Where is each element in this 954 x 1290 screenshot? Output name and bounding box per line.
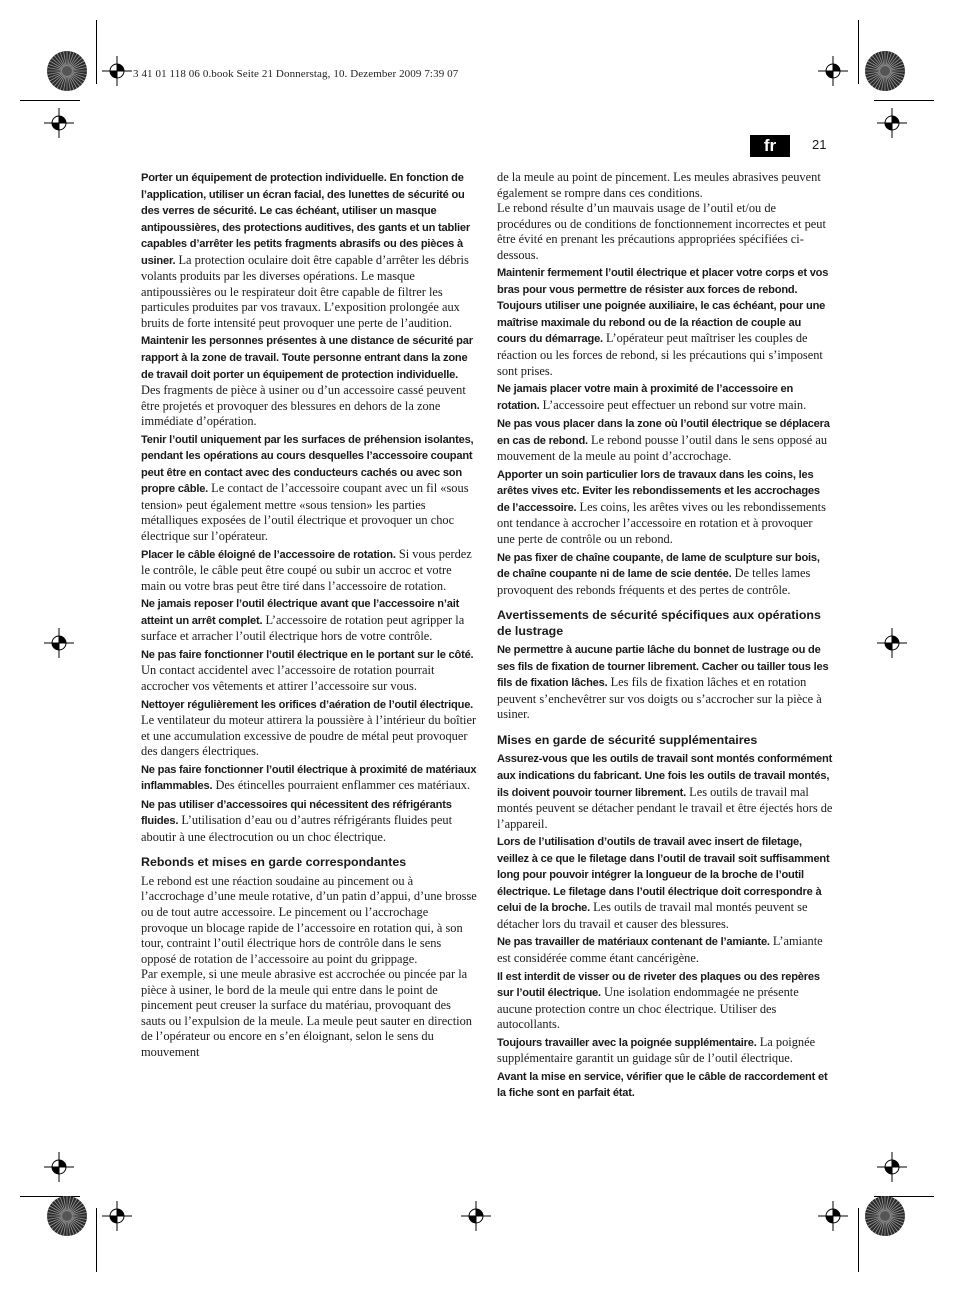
left-warning-body: Le contact de l’accessoire coupant avec un fil «sous tension» peut également mettre «sous tension» les parties métalliques exposées de l’outil électrique et provoquer un choc électrique sur l’opérateur. — [141, 481, 469, 544]
left-warning-body: Un contact accidentel avec l’accessoire de rotation pourrait accrocher vos vêtements et attirer l’accessoire sur vous. — [141, 663, 435, 693]
crosshair-mark-icon — [877, 628, 907, 658]
left-warning-paragraph — [141, 596, 477, 645]
additional-warning-bold-lead: Avant la mise en service, vérifier que le câble de raccordement et la fiche sont en parfait état. — [497, 1070, 828, 1100]
polishing-heading: Avertissements de sécurité spécifiques aux opérations de lustrage — [497, 608, 821, 638]
kickback-warning-paragraph — [497, 416, 833, 465]
page-number: 21 — [812, 137, 827, 152]
crosshair-mark-icon — [102, 56, 132, 86]
kickback-warning-body: Les coins, les arêtes vives ou les rebondissements ont tendance à accrocher l’accessoire en rotation et à provoquer une perte de contrôle ou un rebond. — [497, 499, 826, 547]
crosshair-mark-icon — [877, 108, 907, 138]
crop-line — [96, 20, 97, 84]
color-rosette-icon — [865, 1196, 905, 1236]
additional-warning-body: Une isolation endommagée ne présente aucune protection contre un choc électrique. Utiliser des autocollants. — [497, 985, 799, 1032]
left-warning-bold-lead: Porter un équipement de protection individuelle. En fonction de l’application, utiliser un écran facial, des lunettes de sécurité ou des verres de sécurité. Le cas échéant, utiliser un masque antipoussières, des protections auditives, des gants et un tablier capables d’arrêter les petits fragments abrasifs ou des pièces à usiner. — [141, 172, 470, 267]
color-rosette-icon — [47, 1196, 87, 1236]
additional-warning-paragraph — [497, 969, 833, 1033]
kickback-paragraph: Le rebond est une réaction soudaine au pincement ou à l’accrochage d’une meule rotative, d’un patin d’appui, d’une brosse ou de tout autre accessoire. Le pincement ou l’accrochage provoque un blocage rapide de l’accessoire en rotation qui, à son tour, contraint l’outil électrique hors de contrôle dans le sens opposé de rotation de l’accessoire au point du grippage. — [141, 873, 477, 966]
additional-warning-body: L’amiante est considérée comme étant cancérigène. — [497, 934, 823, 966]
left-warning-body: Le ventilateur du moteur attirera la poussière à l’intérieur du boîtier et une accumulation excessive de poudre de métal peut provoquer des dangers électriques. — [141, 713, 477, 759]
right-column — [497, 170, 833, 1104]
kickback-example-paragraph: Par exemple, si une meule abrasive est accrochée ou pincée par la pièce à usiner, le bord de la meule qui entre dans le point de pincement peut creuser la surface du matériau, provoquant des sauts ou l’expulsion de la meule. La meule peut sauter en direction de l’opérateur ou encore en s’en éloignant, selon le sens du mouvement — [141, 967, 473, 1059]
crosshair-mark-icon — [818, 1201, 848, 1231]
additional-warning-body: Les outils de travail mal montés peuvent se détacher pendant le travail et être éjectés hors de l’appareil. — [497, 784, 833, 831]
left-warning-bold-lead: Tenir l’outil uniquement par les surfaces de préhension isolantes, pendant les opérations au cours desquelles l’accessoire coupant peut être en contact avec des conducteurs cachés ou avec son propre câble. — [141, 433, 474, 496]
additional-warning-paragraph — [497, 834, 833, 932]
left-warning-body: La protection oculaire doit être capable d’arrêter les débris volants produits par les diverses opérations. Le masque antipoussières ou le respirateur doit être capable de filtrer les particules produites par vos travaux. L’exposition prolongée aux bruits de forte intensité peut provoquer une perte de l’audition. — [141, 252, 469, 330]
additional-warning-body: Les outils de travail mal montés peuvent se détacher lors du travail et causer des blessures. — [497, 900, 808, 931]
crosshair-mark-icon — [461, 1201, 491, 1231]
left-warning-body: L’accessoire de rotation peut agripper la surface et arracher l’outil électrique hors de votre contrôle. — [141, 612, 465, 644]
additional-warning-paragraph — [497, 934, 833, 966]
crosshair-mark-icon — [44, 628, 74, 658]
crosshair-mark-icon — [102, 1201, 132, 1231]
crosshair-mark-icon — [818, 56, 848, 86]
left-warning-paragraph — [141, 762, 477, 795]
kickback-warning-bold-lead: Ne pas vous placer dans la zone où l’outil électrique se déplacera en cas de rebond. — [497, 418, 830, 447]
color-rosette-icon — [865, 51, 905, 91]
kickback-warning-paragraph — [497, 265, 833, 379]
left-warning-paragraph — [141, 547, 477, 595]
additional-warning-bold-lead: Toujours travailler avec la poignée supplémentaire. — [497, 1036, 757, 1049]
crosshair-mark-icon — [44, 1152, 74, 1182]
kickback-continued: de la meule au point de pincement. Les meules abrasives peuvent également se rompre dans ces conditions. — [497, 170, 821, 200]
left-warning-paragraph — [141, 170, 477, 331]
crop-line — [874, 100, 934, 101]
kickback-heading: Rebonds et mises en garde correspondantes — [141, 855, 407, 870]
left-warning-bold-lead: Ne pas utiliser d’accessoires qui nécessitent des réfrigérants fluides. — [141, 798, 452, 828]
crop-line — [858, 1208, 859, 1272]
additional-warning-bold-lead: Il est interdit de visser ou de riveter des plaques ou des repères sur l’outil électrique. — [497, 970, 820, 1000]
left-warnings — [141, 170, 477, 845]
kickback-warning-bold-lead: Apporter un soin particulier lors de travaux dans les coins, les arêtes vives etc. Eviter les rebondissements et les accrochages de l’accessoire. — [497, 468, 820, 514]
crop-line — [20, 100, 80, 101]
left-warning-body: Si vous perdez le contrôle, le câble peut être coupé ou subir un accroc et votre main ou votre bras peut être tiré dans l’accessoire de rotation. — [141, 546, 472, 593]
left-warning-bold-lead: Placer le câble éloigné de l’accessoire de rotation. — [141, 548, 396, 561]
kickback-warning-bold-lead: Ne jamais placer votre main à proximité de l’accessoire en rotation. — [497, 383, 794, 412]
crosshair-mark-icon — [44, 108, 74, 138]
additional-warnings — [497, 751, 833, 1101]
left-warning-bold-lead: Ne pas faire fonctionner l’outil électrique à proximité de matériaux inflammables. — [141, 763, 477, 793]
additional-warning-paragraph — [497, 1035, 833, 1067]
left-warning-bold-lead: Ne jamais reposer l’outil électrique avant que l’accessoire n’ait atteint un arrêt complet. — [141, 598, 460, 627]
additional-warning-bold-lead: Assurez-vous que les outils de travail sont montés conformément aux indications du fabricant. Une fois les outils de travail montés, ils doivent pouvoir tourner librement. — [497, 753, 833, 799]
kickback-warning-body: L’accessoire peut effectuer un rebond sur votre main. — [539, 397, 807, 412]
kickback-warning-body: De telles lames provoquent des rebonds fréquents et des pertes de contrôle. — [497, 566, 811, 597]
left-warning-body: Des étincelles pourraient enflammer ces matériaux. — [212, 778, 471, 793]
left-warning-paragraph — [141, 797, 477, 846]
left-column — [141, 170, 477, 1060]
kickback-warning-bold-lead: Maintenir fermement l’outil électrique et placer votre corps et vos bras pour vous permettre de résister aux forces de rebond. Toujours utiliser une poignée auxiliaire, le cas échéant, pour une maîtrise maximale du rebond ou de la réaction de couple au cours du démarrage. — [497, 267, 829, 346]
additional-warning-bold-lead: Lors de l’utilisation d’outils de travail avec insert de filetage, veillez à ce que le filetage dans l’outil de travail soit suffisamment long pour pouvoir intégrer la longueur de la broche de l’outil électrique. Le filetage dans l’outil électrique doit correspondre à celui de la broche. — [497, 836, 830, 915]
additional-warning-bold-lead: Ne pas travailler de matériaux contenant de l’amiante. — [497, 936, 770, 949]
additional-warning-paragraph — [497, 1069, 833, 1102]
kickback-warning-bold-lead: Ne pas fixer de chaîne coupante, de lame de sculpture sur bois, de chaîne coupante ni de lame de scie dentée. — [497, 551, 820, 581]
kickback-causes: Le rebond résulte d’un mauvais usage de l’outil et/ou de procédures ou de conditions de fonctionnement incorrectes et peut être évité en prenant les précautions appropriées spécifiées ci-dessous. — [497, 201, 826, 262]
left-warning-paragraph — [141, 647, 477, 695]
kickback-warning-body: Le rebond pousse l’outil dans le sens opposé au mouvement de la meule au point d’accrochage. — [497, 432, 828, 464]
left-warning-bold-lead: Ne pas faire fonctionner l’outil électrique en le portant sur le côté. — [141, 648, 474, 661]
crosshair-mark-icon — [877, 1152, 907, 1182]
book-file-info: 3 41 01 118 06 0.book Seite 21 Donnerstag, 10. Dezember 2009 7:39 07 — [133, 68, 459, 80]
additional-warning-paragraph — [497, 751, 833, 832]
language-badge: fr — [750, 135, 790, 157]
polishing-warning-body: Les fils de fixation lâches et en rotation peuvent s’enchevêtrer sur vos doigts ou s’accrocher sur la pièce à usiner. — [497, 675, 822, 722]
kickback-warnings — [497, 265, 833, 598]
left-warning-paragraph — [141, 432, 477, 545]
additional-heading: Mises en garde de sécurité supplémentaires — [497, 732, 758, 747]
left-warning-body: Des fragments de pièce à usiner ou d’un accessoire cassé peuvent être projetés et provoquer des blessures en dehors de la zone immédiate d’opération. — [141, 383, 466, 429]
kickback-warning-body: L’opérateur peut maîtriser les couples de réaction ou les forces de rebond, si les précautions qui s’imposent sont prises. — [497, 331, 823, 378]
crop-line — [96, 1208, 97, 1272]
additional-warning-body: La poignée supplémentaire garantit un guidage sûr de l’outil électrique. — [497, 1034, 816, 1066]
polishing-warnings — [497, 642, 833, 723]
left-warning-bold-lead: Maintenir les personnes présentes à une distance de sécurité par rapport à la zone de travail. Toute personne entrant dans la zone de travail doit porter un équipement de protection individuelle. — [141, 335, 473, 381]
color-rosette-icon — [47, 51, 87, 91]
left-warning-bold-lead: Nettoyer régulièrement les orifices d’aération de l’outil électrique. — [141, 698, 474, 711]
left-warning-paragraph — [141, 697, 477, 760]
left-warning-paragraph — [141, 333, 477, 429]
polishing-warning-paragraph — [497, 642, 833, 723]
left-warning-body: L’utilisation d’eau ou d’autres réfrigérants fluides peut aboutir à une électrocution ou un choc électrique. — [141, 813, 453, 844]
kickback-warning-paragraph — [497, 467, 833, 548]
kickback-warning-paragraph — [497, 550, 833, 599]
crop-line — [858, 20, 859, 84]
polishing-warning-bold-lead: Ne permettre à aucune partie lâche du bonnet de lustrage ou de ses fils de fixation de tourner librement. Cacher ou tailler tous les fils de fixation lâches. — [497, 644, 829, 690]
kickback-warning-paragraph — [497, 381, 833, 414]
